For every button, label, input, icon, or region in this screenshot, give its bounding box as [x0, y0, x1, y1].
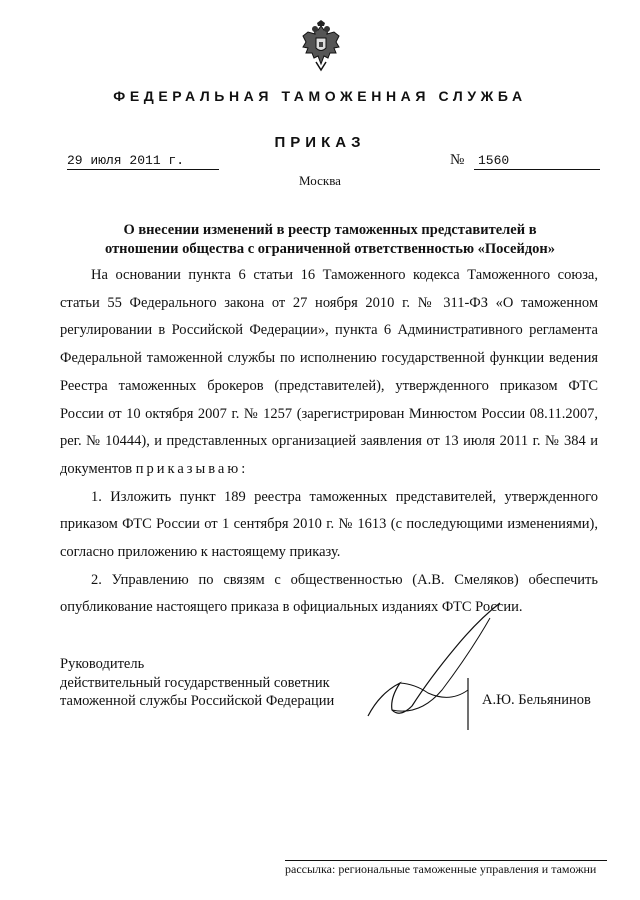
mailing-list: рассылка: региональные таможенные управления и таможни: [285, 860, 607, 877]
agency-name: ФЕДЕРАЛЬНАЯ ТАМОЖЕННАЯ СЛУЖБА: [113, 88, 527, 104]
handwritten-signature: [360, 598, 550, 738]
order-body: [60, 262, 598, 622]
order-title-line: О внесении изменений в реестр таможенных представителей в: [123, 222, 537, 238]
order-number: 1560: [474, 153, 600, 170]
command-word: приказываю:: [135, 460, 249, 477]
signatory-title-line: Руководитель: [60, 656, 145, 672]
coat-of-arms-icon: [300, 20, 342, 72]
order-item-2: 2. Управлению по связям с общественностью (А.В. Смеляков) обеспечить опубликование настоящего приказа в официальных изданиях ФТС России.: [60, 571, 598, 616]
signatory-title-line: таможенной службы Российской Федерации: [60, 693, 335, 709]
city: Москва: [299, 173, 341, 188]
signatory-title: [60, 655, 334, 711]
order-number-label: №: [450, 152, 465, 168]
order-title-line: отношении общества с ограниченной ответственностью «Посейдон»: [104, 241, 556, 257]
order-item-1: 1. Изложить пункт 189 реестра таможенных представителей, утвержденного приказом ФТС России от 1 сентября 2010 г. № 1613 (с последующими изменениями), согласно приложению к настоящему приказу.: [60, 488, 598, 561]
preamble-paragraph: [60, 262, 598, 484]
order-date: 29 июля 2011 г.: [67, 153, 219, 170]
document-type: ПРИКАЗ: [274, 134, 366, 151]
signatory-name: А.Ю. Бельянинов: [482, 692, 591, 708]
preamble-text: На основании пункта 6 статьи 16 Таможенного кодекса Таможенного союза, статьи 55 Федерального закона от 27 ноября 2010 г. № 311-ФЗ «О таможенном регулировании в Российской Федерации», пункта 6 Административного регламента Федеральной таможенной службы по исполнению государственной функции ведения Реестра таможенных брокеров (представителей), утвержденного приказом ФТС России от 10 октября 2007 г. № 1257 (зарегистрирован Минюстом России 08.11.2007, рег. № 10444), и представленных организацией заявления от 13 июля 2011 г. № 384 и документов: [60, 267, 598, 477]
signatory-title-line: действительный государственный советник: [60, 674, 330, 691]
order-title: [60, 221, 600, 259]
